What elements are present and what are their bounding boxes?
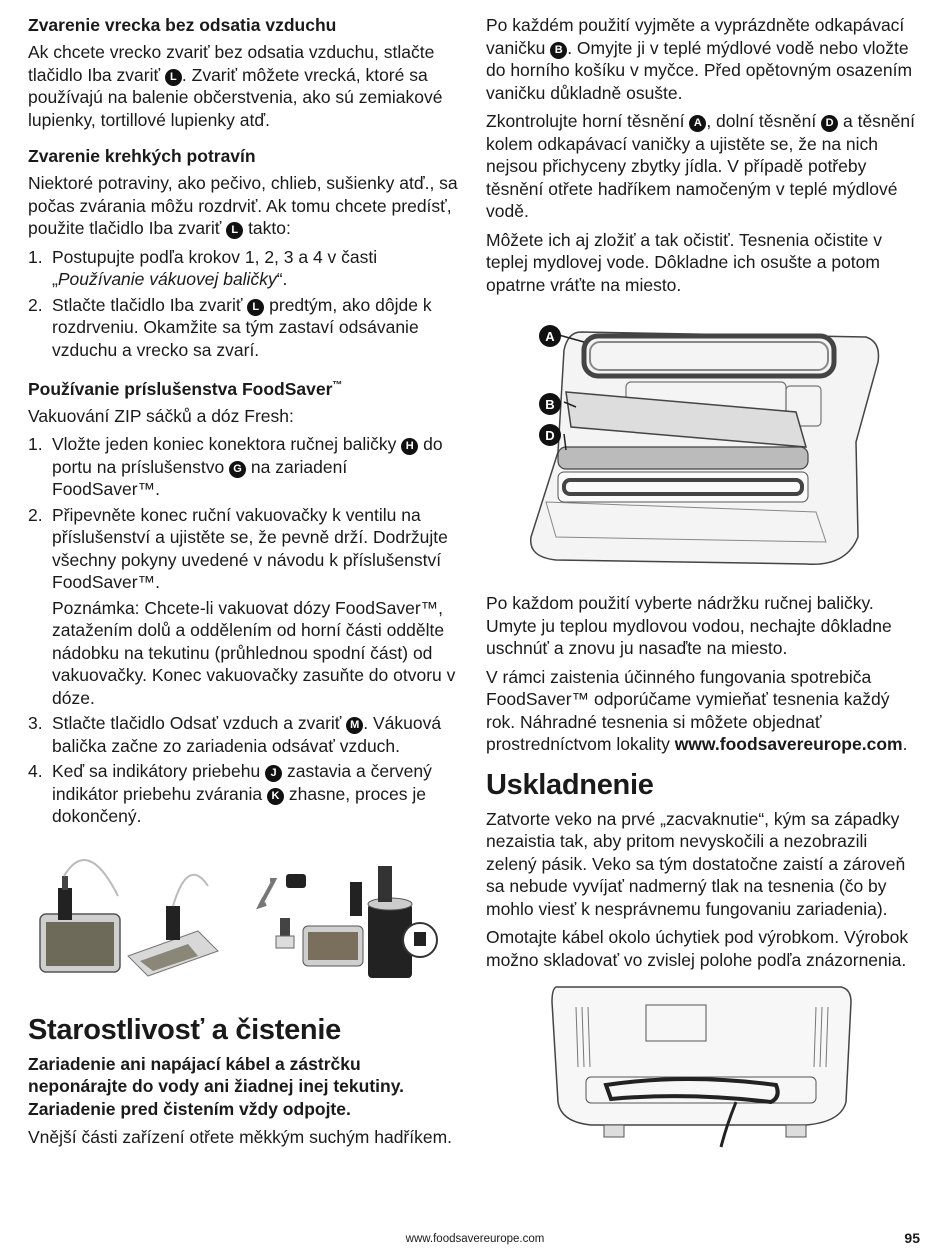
section-heading: Uskladnenie [486, 768, 654, 801]
paragraph: Vakuování ZIP sáčků a dóz Fresh: [28, 405, 294, 426]
paragraph: Zkontrolujte horní těsnění A , dolní těsnění D a těsnění kolem odkapávací vaničky a ujistěte se, že na nich nejsou přichyceny zbytky jídla. V případě potřeby těsnění otřete hadříkem namočeným v teplé mýdlové vodě. [486, 111, 915, 221]
appliance-gaskets-illustration [486, 302, 922, 592]
steps-list [28, 433, 460, 828]
accessories-illustration [28, 836, 460, 1001]
badge-d-icon: D [821, 115, 838, 132]
section-title: Používanie príslušenstva FoodSaver™ [28, 378, 343, 399]
paragraph: Omotajte kábel okolo úchytiek pod výrobkom. Výrobok možno skladovať vo zvislej polohe podľa znázornenia. [486, 927, 909, 970]
footer-url: www.foodsavereurope.com [405, 1233, 545, 1245]
section-seal-without-vacuum [28, 14, 460, 131]
section-title: Zvarenie vrecka bez odsatia vzduchu [28, 15, 337, 35]
paragraph: Zatvorte veko na prvé „zacvaknutie“, kým sa západky nezaistia tak, aby pritom nevyskočili a nezobrazili zelený pásik. Veko sa tým dostatočne zaistí a zároveň sa nebude vyvíjať nadmerný tlak na tesnenia (čo by mohlo viesť k nesprávnemu fungovaniu zariadenia). [486, 808, 906, 919]
list-item: 2. Stlačte tlačidlo Iba zvariť L predtým, ako dôjde k rozdrveniu. Okamžite sa tým zastaví odsávanie vzduchu a vrecko sa zvarí. [28, 294, 432, 360]
jar-illustration [260, 866, 437, 978]
section-fragile-food [28, 145, 460, 361]
steps-list [28, 246, 460, 362]
list-item: 3. Stlačte tlačidlo Odsať vzduch a zvariť M . Vákuová balička začne zo zariadenia odsávať vzduch. [28, 713, 442, 756]
section-accessories [28, 375, 460, 828]
page-number: 95 [904, 1230, 920, 1246]
left-column [28, 14, 460, 1163]
website-link[interactable]: www.foodsavereurope.com [674, 734, 903, 754]
section-title: Zvarenie krehkých potravín [28, 146, 256, 166]
storage-illustration [486, 977, 922, 1152]
badge-l-icon: L [247, 299, 264, 316]
warning: Zariadenie ani napájací kábel a zástrčku neponárajte do vody ani žiadnej inej tekutiny. Zariadenie pred čistením vždy odpojte. [28, 1053, 404, 1119]
badge-h-icon: H [401, 438, 418, 455]
paragraph: V rámci zaistenia účinného fungovania spotrebiča FoodSaver™ odporúčame vymieňať tesnenia každý rok. Náhradné tesnenia si môžete objednať prostredníctvom lokality www.foodsavereurope.com. [486, 666, 908, 754]
paragraph: Niektoré potraviny, ako pečivo, chlieb, sušienky atď., sa počas zvárania môžu rozdrviť. Ak tomu chcete predísť, použite tlačidlo Iba zvariť L takto: [28, 173, 458, 238]
paragraph: Po každom použití vyberte nádržku ručnej baličky. Umyte ju teplou mydlovou vodou, nechajte dôkladne uschnúť a znovu ju nasaďte na miesto. [486, 593, 892, 658]
list-item: 4. Keď sa indikátory priebehu J zastavia a červený indikátor priebehu zvárania K zhasne, proces je dokončený. [28, 761, 432, 827]
badge-l-icon: L [165, 69, 182, 86]
paragraph: Po každém použití vyjměte a vyprázdněte odkapávací vaničku B . Omyjte ji v teplé mýdlové vodě nebo vložte do horního košíku v myčce. Před opětovným osazením vaničku důkladně osušte. [486, 15, 913, 103]
paragraph: Ak chcete vrecko zvariť bez odsatia vzduchu, stlačte tlačidlo Iba zvariť L . Zvariť môžete vrecká, ktoré sa používajú na balenie občerstvenia, ako sú zemiakové lupienky, tortillové lupienky atď. [28, 42, 443, 130]
list-item: 1. Postupujte podľa krokov 1, 2, 3 a 4 v časti „Používanie vákuovej baličky“. [28, 246, 378, 289]
right-column [486, 14, 922, 1152]
badge-k-icon: K [267, 788, 284, 805]
badge-j-icon: J [265, 765, 282, 782]
badge-b-icon: B [550, 42, 567, 59]
svg-text:B: B [545, 397, 555, 412]
paragraph: Môžete ich aj zložiť a tak očistiť. Tesnenia očistite v teplej mydlovej vode. Dôkladne ich osušte a potom opatrne vráťte na miesto. [486, 229, 883, 295]
badge-m-icon: M [346, 717, 363, 734]
paragraph: Vnější části zařízení otřete měkkým suchým hadříkem. [28, 1127, 453, 1148]
badge-g-icon: G [229, 461, 246, 478]
svg-text:A: A [545, 329, 555, 344]
list-item: 2. Připevněte konec ruční vakuovačky k ventilu na příslušenství a ujistěte se, že pevně drží. Dodržujte všechny pokyny uvedené v návodu k příslušenství FoodSaver™. Poznámka: Chcete-li vakuovat dózy FoodSaver™, zatažením dolů a oddělením od horní části oddělte nádobku na tekutinu (průhlednou spodní část) od vakuovačky. Konec vakuovačky zasuňte do otvoru v dóze. [28, 504, 460, 710]
section-heading: Starostlivosť a čistenie [28, 1013, 341, 1046]
list-item: 1. Vložte jeden koniec konektora ručnej baličky H do portu na príslušenstvo G na zariadení FoodSaver™. [28, 434, 443, 500]
badge-l-icon: L [226, 222, 243, 239]
badge-a-icon: A [689, 115, 706, 132]
svg-text:D: D [545, 428, 555, 443]
note: Poznámka: Chcete-li vakuovat dózy FoodSaver™, zatažením dolů a oddělením od horní části oddělte nádobku na tekutinu (průhlednou spodní část) od vakuovačky. Konec vakuovačky zasuňte do otvoru v dóze. [52, 597, 456, 708]
section-care [28, 1013, 460, 1149]
canister-illustration [40, 860, 218, 976]
